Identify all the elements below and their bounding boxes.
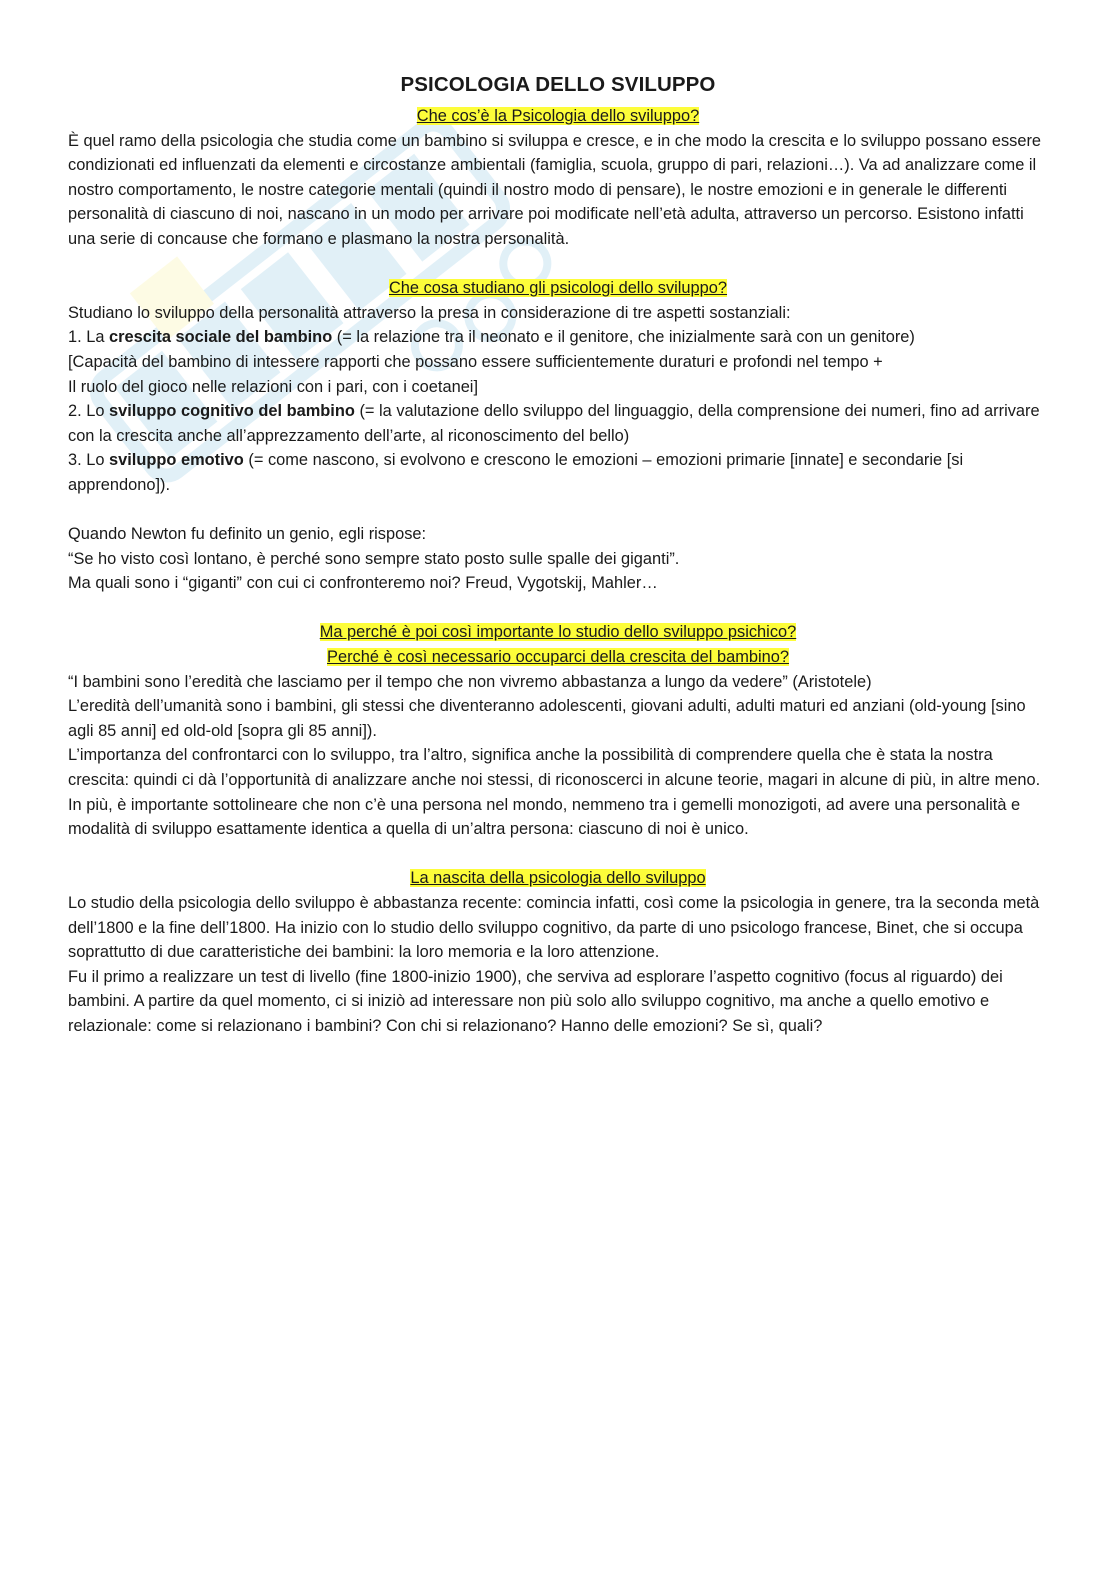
section-heading-why-necessary [68,645,1048,670]
section-study-intro: Studiano lo sviluppo della personalità attraverso la presa in considerazione di tre aspetti sostanziali: [68,303,791,322]
section-why-para-1: L’eredità dell’umanità sono i bambini, gli stessi che diventeranno adolescenti, giovani adulti, adulti maturi ed anziani (old-young [sino agli 85 anni] ed old-old [sopra gli 85 anni]). [68,697,1026,740]
section-what-is-body: È quel ramo della psicologia che studia come un bambino si sviluppa e cresce, e in che modo la crescita e lo sviluppo possano essere condizionati ed influenzati da elementi e circostanze ambientali (famiglia, scuola, gruppo di pari, relazioni…). Va ad analizzare come il nostro comportamento, le nostre categorie mentali (quindi il nostro modo di pensare), le nostre emozioni e in generale le differenti personalità di ciascuno di noi, nascano in un modo per arrivare poi modificate nell’età adulta, attraverso un percorso. Esistono infatti una serie di concause che formano e plasmano la nostra personalità. [68,131,1042,248]
section-heading-why-necessary-text: Perché è così necessario occuparci della crescita del bambino? [327,648,789,667]
list-item-description: (= come nascono, si evolvono e crescono le emozioni – emozioni primarie [innate] e secondarie [si apprendono]). [68,451,964,494]
list-item-prefix: 3. Lo [68,451,110,470]
section-why-para-2: L’importanza del confrontarci con lo sviluppo, tra l’altro, significa anche la possibilità di comprendere quella che è stata la nostra crescita: quindi ci dà l’opportunità di analizzare anche noi stessi, di riconoscerci in alcune teorie, magari in alcune di più, in altre meno. In più, è importante sottolineare che non c’è una persona nel mondo, nemmeno tra i gemelli monozigoti, ad avere una personalità e modalità di sviluppo esattamente identica a quella di un’altra persona: ciascuno di noi è unico. [68,746,1041,839]
document-title: PSICOLOGIA DELLO SVILUPPO [400,73,716,96]
newton-line-1: Quando Newton fu definito un genio, egli rispose: [68,525,427,544]
list-item-description: (= la relazione tra il neonato e il genitore, che inizialmente sarà con un genitore) [332,328,915,347]
document-page [68,70,1048,1039]
spacer [68,596,1048,621]
list-item-cognitive-development [68,399,1048,448]
spacer [68,842,1048,867]
section-heading-what-they-study-text: Che cosa studiano gli psicologi dello sviluppo? [388,279,728,298]
list-item-bold-term: crescita sociale del bambino [109,328,333,347]
newton-quote: “Se ho visto così lontano, è perché sono sempre stato posto sulle spalle dei giganti”. [68,549,680,568]
section-heading-why-important-text: Ma perché è poi così importante lo studio dello sviluppo psichico? [319,623,797,642]
section-heading-what-is-text: Che cos’è la Psicologia dello sviluppo? [416,107,700,125]
list-item-prefix: 2. Lo [68,402,110,421]
spacer [68,498,1048,523]
section-heading-birth-text: La nascita della psicologia dello sviluppo [410,869,706,888]
list-item-description: (= la valutazione dello sviluppo del linguaggio, della comprensione dei numeri, fino ad arrivare con la crescita anche all’apprezzamento dell’arte, al riconoscimento del bello) [68,402,1040,445]
list-item-social-growth [68,325,1048,350]
section-heading-birth [68,866,1048,891]
section-heading-why-important [68,620,1048,645]
list-item-bold-term: sviluppo emotivo [109,451,244,470]
list-item-social-note-1: [Capacità del bambino di intessere rapporti che possano essere sufficientemente duraturi e profondi nel tempo + [68,352,883,371]
section-heading-what-is [68,104,1048,129]
section-birth-para-2: Fu il primo a realizzare un test di livello (fine 1800-inizio 1900), che serviva ad esplorare l’aspetto cognitivo (focus al riguardo) dei bambini. A partire da quel momento, ci si iniziò ad interessare non più solo allo sviluppo cognitivo, ma anche a quello emotivo e relazionale: come si relazionano i bambini? Con chi si relazionano? Hanno delle emozioni? Se sì, quali? [68,967,1003,1035]
section-heading-what-they-study [68,276,1048,301]
list-item-social-note-2: Il ruolo del gioco nelle relazioni con i pari, con i coetanei] [68,377,479,396]
list-item-emotional-development [68,448,1048,497]
section-birth-para-1: Lo studio della psicologia dello sviluppo è abbastanza recente: comincia infatti, così come la psicologia in genere, tra la seconda metà dell’1800 e la fine dell’1800. Ha inizio con lo studio dello sviluppo cognitivo, da parte di uno psicologo francese, Binet, che si occupa soprattutto di due caratteristiche dei bambini: la loro memoria e la loro attenzione. [68,894,1040,962]
giants-question: Ma quali sono i “giganti” con cui ci confronteremo noi? Freud, Vygotskij, Mahler… [68,574,658,593]
list-item-prefix: 1. La [68,328,110,347]
list-item-bold-term: sviluppo cognitivo del bambino [109,402,355,421]
spacer [68,252,1048,277]
aristotle-quote: “I bambini sono l’eredità che lasciamo per il tempo che non vivremo abbastanza a lungo da vedere” (Aristotele) [68,672,872,691]
